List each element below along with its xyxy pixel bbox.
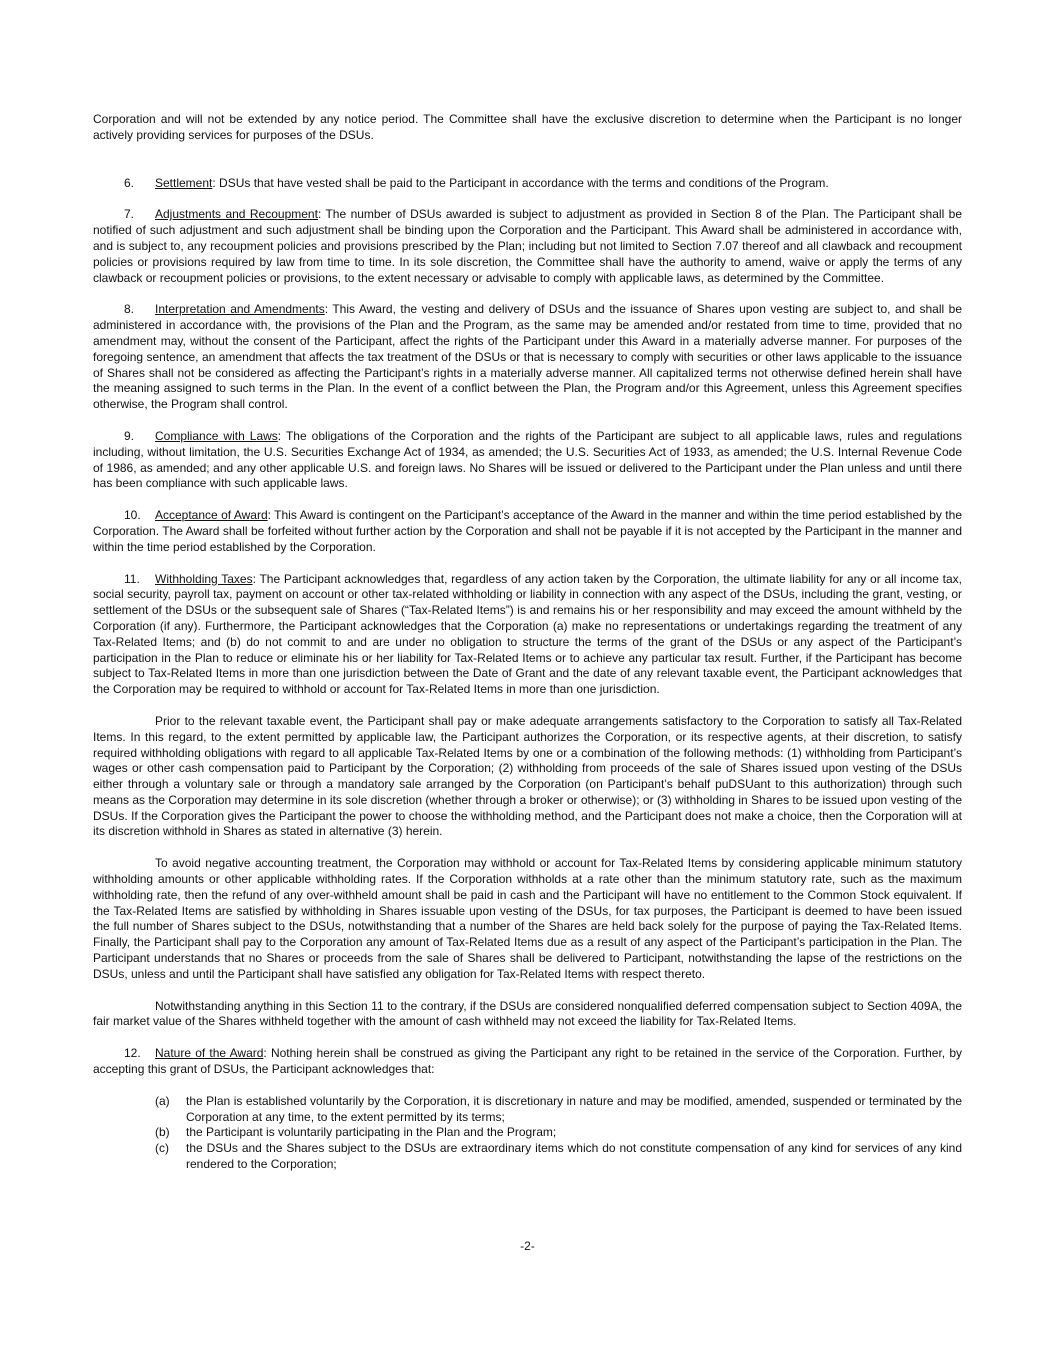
list-item-label: (b) — [155, 1125, 170, 1140]
section-heading: Compliance with Laws — [155, 428, 278, 443]
section-heading: Settlement — [155, 175, 213, 190]
section-text: : This Award is contingent on the Participant’s acceptance of the Award in the manner and within the time period established by the Corporation. The Award shall be forfeited without further action by the Corporation and shall not be payable if it is not accepted by the Participant in the manner and within the time period established by the Corporation. — [93, 508, 962, 554]
section-number: 10. — [124, 508, 141, 523]
section-11 — [93, 572, 962, 698]
withholding-paragraph: Prior to the relevant taxable event, the Participant shall pay or make adequate arrangements satisfactory to the Corporation to satisfy all Tax-Related Items. In this regard, to the extent permitted by applicable law, the Participant authorizes the Corporation, or its respective agents, at their discretion, to satisfy required withholding obligations with regard to all applicable Tax-Related Items by one or a combination of the following methods: (1) withholding from Participant’s wages or other cash compensation paid to Participant by the Corporation; (2) withholding from proceeds of the sale of Shares issued upon vesting of the DSUs either through a voluntary sale or through a mandatory sale arranged by the Corporation (on Participant’s behalf puDSUant to this authorization) through such means as the Corporation may determine in its sole discretion (whether through a broker or otherwise); or (3) withholding in Shares to be issued upon vesting of the DSUs. If the Corporation gives the Participant the power to choose the withholding method, and the Participant does not make a choice, then the Corporation will at its discretion withhold in Shares as stated in alternative (3) herein. — [93, 713, 962, 839]
section-number: 12. — [124, 1046, 141, 1061]
section-heading: Nature of the Award — [155, 1046, 264, 1061]
section-heading: Acceptance of Award — [155, 508, 268, 523]
section-text: : This Award, the vesting and delivery of DSUs and the issuance of Shares upon vesting are subject to, and shall be administered in accordance with, the provisions of the Plan and the Program, as the same may be amended and/or restated from time to time, provided that no amendment may, without the consent of the Participant, affect the rights of the Participant under this Award in a materially adverse manner. For purposes of the foregoing sentence, an amendment that affects the tax treatment of the DSUs or that is necessary to comply with securities or other laws applicable to the issuance of Shares shall not be considered as affecting the Participant’s rights in a materially adverse manner. All capitalized terms not otherwise defined herein shall have the meaning assigned to such terms in the Plan. In the event of a conflict between the Plan, the Program and/or this Agreement, unless this Agreement specifies otherwise, the Program shall control. — [93, 302, 962, 412]
section-number: 11. — [124, 571, 140, 586]
section-heading: Adjustments and Recoupment — [155, 207, 318, 222]
document-page — [93, 112, 962, 1173]
section-text: : DSUs that have vested shall be paid to the Participant in accordance with the terms and conditions of the Program. — [212, 175, 829, 190]
section-number: 9. — [124, 428, 135, 443]
list-item-text: the Plan is established voluntarily by the Corporation, it is discretionary in nature and may be modified, amended, suspended or terminated by the Corporation at any time, to the extent permitted by its terms; — [186, 1093, 962, 1124]
section-number: 8. — [124, 302, 135, 317]
page-number: -2- — [520, 1239, 535, 1253]
section-12 — [93, 1046, 962, 1078]
list-item-text: the DSUs and the Shares subject to the DSUs are extraordinary items which do not constitute compensation of any kind for services of any kind rendered to the Corporation; — [186, 1141, 962, 1172]
section-number: 7. — [124, 207, 135, 222]
section-heading: Withholding Taxes — [155, 571, 253, 586]
continuation-paragraph: Corporation and will not be extended by any notice period. The Committee shall have the exclusive discretion to determine when the Participant is no longer actively providing services for purposes of the DSUs. — [93, 112, 962, 142]
section-text: : The Participant acknowledges that, regardless of any action taken by the Corporation, the ultimate liability for any or all income tax, social security, payroll tax, payment on account or other tax-related withholding or liability in connection with any aspect of the DSUs, including the grant, vesting, or settlement of the DSUs or the subsequent sale of Shares (“Tax-Related Items”) is and remains his or her responsibility and may exceed the amount withheld by the Corporation (if any). Furthermore, the Participant acknowledges that the Corporation (a) make no representations or undertakings regarding the treatment of any Tax-Related Items; and (b) do not commit to and are under no obligation to structure the terms of the grant of the DSUs or any aspect of the Participant’s participation in the Plan to reduce or eliminate his or her liability for Tax-Related Items or to achieve any particular tax result. Further, if the Participant has become subject to Tax-Related Items in more than one jurisdiction between the Date of Grant and the date of any relevant taxable event, the Participant acknowledges that the Corporation may be required to withhold or account for Tax-Related Items in more than one jurisdiction. — [93, 571, 962, 697]
section-text: : The number of DSUs awarded is subject to adjustment as provided in Section 8 of the Plan. The Participant shall be notified of such adjustment and such adjustment shall be binding upon the Corporation and the Participant. This Award shall be administered in accordance with, and is subject to, any recoupment policies and provisions prescribed by the Plan; including but not limited to Section 7.07 thereof and all clawback and recoupment policies or provisions required by law from time to time. In its sole discretion, the Committee shall have the authority to amend, waive or apply the terms of any clawback or recoupment policies or provisions, to the extent necessary or advisable to comply with applicable laws, as determined by the Committee. — [93, 207, 962, 285]
withholding-paragraph: Notwithstanding anything in this Section 11 to the contrary, if the DSUs are considered nonqualified deferred compensation subject to Section 409A, the fair market value of the Shares withheld together with the amount of cash withheld may not exceed the liability for Tax-Related Items. — [93, 998, 962, 1029]
acknowledgement-list — [93, 1094, 962, 1173]
list-item-label: (a) — [155, 1093, 170, 1108]
section-text: : The obligations of the Corporation and the rights of the Participant are subject to all applicable laws, rules and regulations including, without limitation, the U.S. Securities Exchange Act of 1934, as amended; the U.S. Securities Act of 1933, as amended; the U.S. Internal Revenue Code of 1986, as amended; and any other applicable U.S. and foreign laws. No Shares will be issued or delivered to the Participant under the Plan unless and until there has been compliance with such applicable laws. — [93, 428, 962, 491]
section-8 — [93, 302, 962, 413]
section-number: 6. — [124, 175, 135, 190]
list-item — [93, 1141, 962, 1173]
list-item — [93, 1125, 962, 1141]
section-7 — [93, 207, 962, 286]
section-10 — [93, 508, 962, 555]
withholding-paragraph: To avoid negative accounting treatment, the Corporation may withhold or account for Tax-Related Items by considering applicable minimum statutory withholding amounts or other applicable withholding rates. If the Corporation withholds at a rate other than the minimum statutory rate, such as the maximum withholding rate, then the refund of any over-withheld amount shall be paid in cash and the Participant will have no entitlement to the Common Stock equivalent. If the Tax-Related Items are satisfied by withholding in Shares issuable upon vesting of the DSUs, for tax purposes, the Participant is deemed to have been issued the full number of Shares subject to the DSUs, notwithstanding that a number of the Shares are held back solely for the purpose of paying the Tax-Related Items. Finally, the Participant shall pay to the Corporation any amount of Tax-Related Items due as a result of any aspect of the Participant’s participation in the Plan. The Participant understands that no Shares or proceeds from the sale of Shares shall be delivered to Participant, notwithstanding the lapse of the restrictions on the DSUs, unless and until the Participant shall have satisfied any obligation for Tax-Related Items with respect thereto. — [93, 856, 962, 981]
list-item-label: (c) — [155, 1141, 169, 1156]
section-text: : Nothing herein shall be construed as giving the Participant any right to be retained in the service of the Corporation. Further, by accepting this grant of DSUs, the Participant acknowledges that: — [93, 1046, 962, 1077]
section-9 — [93, 429, 962, 492]
list-item-text: the Participant is voluntarily participating in the Plan and the Program; — [186, 1125, 557, 1140]
list-item — [93, 1094, 962, 1126]
section-heading: Interpretation and Amendments — [155, 302, 325, 317]
section-6 — [93, 176, 962, 192]
